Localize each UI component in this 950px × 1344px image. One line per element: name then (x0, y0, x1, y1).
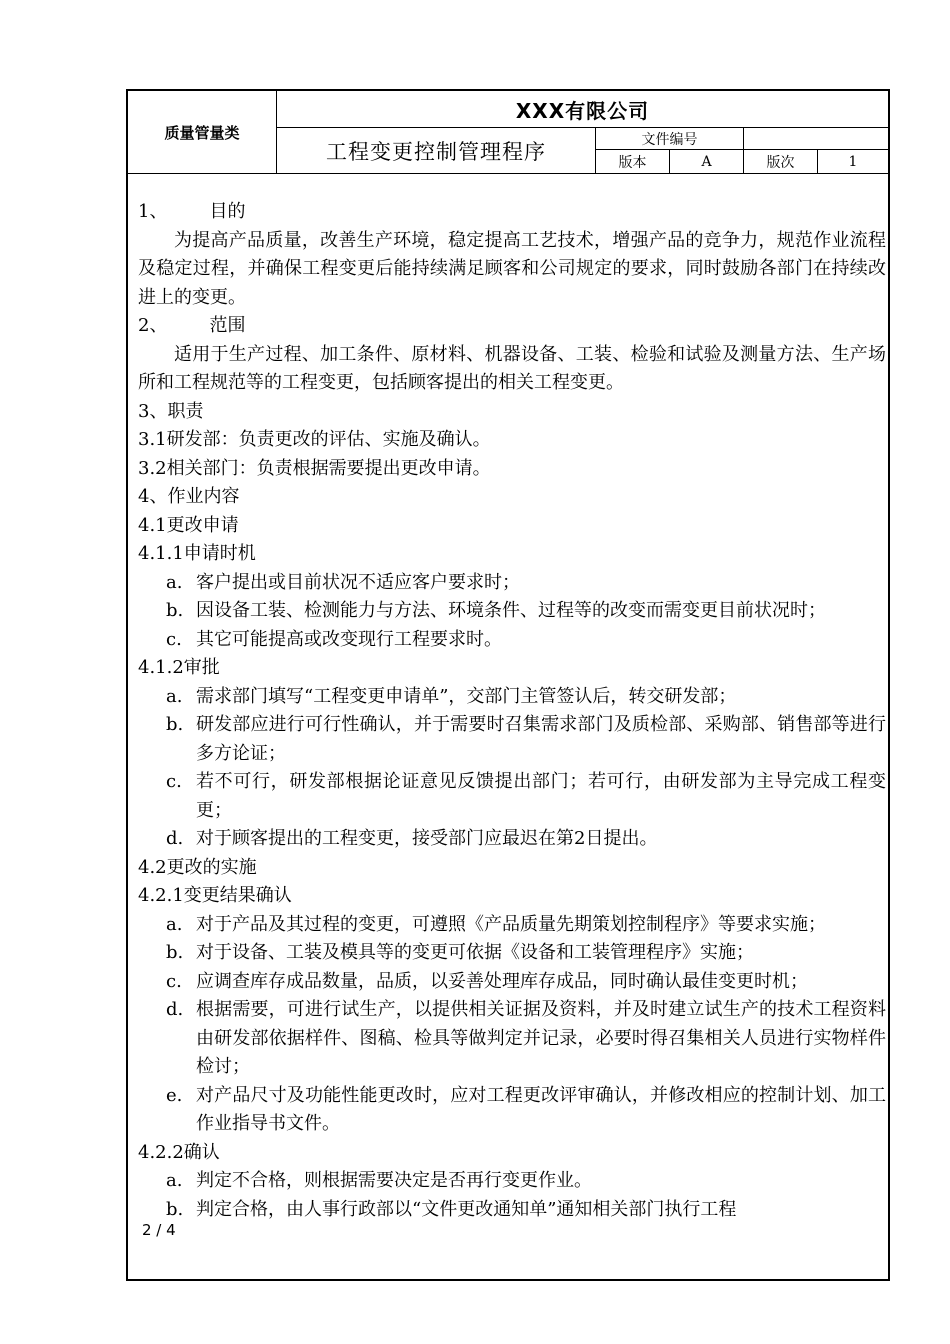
item-label: b. (166, 942, 184, 963)
item-label: c. (166, 628, 182, 650)
item-text: 若不可行，研发部根据论证意见反馈提出部门；若可行，由研发部为主导完成工程变更； (196, 771, 886, 821)
item-text: 对于顾客提出的工程变更，接受部门应最迟在第2日提出。 (196, 828, 658, 849)
item-label: b. (166, 714, 184, 735)
item-label: a. (166, 571, 183, 593)
list-item (138, 597, 886, 626)
item-text: 因设备工装、检测能力与方法、环境条件、过程等的改变而需变更目前状况时； (196, 600, 826, 621)
item-label: a. (166, 685, 183, 707)
item-text: 判定不合格，则根据需要决定是否再行变更作业。 (196, 1170, 592, 1191)
section-title: 目的 (209, 201, 246, 222)
item-text: 应调查库存成品数量，品质，以妥善处理库存成品，同时确认最佳变更时机； (196, 970, 808, 992)
list-item (138, 626, 886, 655)
company-name: XXX有限公司 (277, 91, 888, 128)
section-3-2: 3.2相关部门：负责根据需要提出更改申请。 (138, 457, 491, 479)
item-label: b. (166, 600, 184, 621)
list-item (138, 683, 886, 712)
list-item (138, 569, 886, 598)
list-item (138, 1167, 886, 1196)
section-3-heading: 3、职责 (138, 400, 204, 422)
item-text: 研发部应进行可行性确认，并于需要时召集需求部门及质检部、采购部、销售部等进行多方论证； (196, 714, 886, 764)
document-header (128, 91, 888, 174)
section-number: 1、 (138, 201, 168, 222)
item-text: 客户提出或目前状况不适应客户要求时； (196, 571, 520, 593)
section-4-2-1: 4.2.1变更结果确认 (138, 885, 292, 906)
item-text: 需求部门填写“工程变更申请单”，交部门主管签认后，转交研发部； (196, 685, 737, 707)
list-item (138, 1082, 886, 1139)
doc-number-value (744, 128, 888, 150)
list-item (138, 768, 886, 825)
section-number: 2、 (138, 315, 168, 336)
section-4-2: 4.2更改的实施 (138, 856, 257, 878)
list-item (138, 711, 886, 768)
section-3-1: 3.1研发部：负责更改的评估、实施及确认。 (138, 429, 491, 450)
section-2-heading (138, 312, 886, 341)
version-label: 版本 (596, 150, 670, 173)
section-4-heading: 4、作业内容 (138, 486, 240, 507)
item-label: e. (166, 1084, 183, 1106)
list-item (138, 996, 886, 1082)
list-item (138, 968, 886, 997)
item-label: c. (166, 771, 182, 792)
section-1-text: 为提高产品质量，改善生产环境，稳定提高工艺技术，增强产品的竞争力，规范作业流程及稳定过程，并确保工程变更后能持续满足顾客和公司规定的要求，同时鼓励各部门在持续改进上的变更。 (138, 229, 886, 308)
section-4-2-2: 4.2.2确认 (138, 1141, 220, 1163)
item-label: d. (166, 828, 184, 849)
list-item (138, 825, 886, 854)
section-1-heading (138, 198, 886, 227)
document-title: 工程变更控制管理程序 (277, 128, 596, 173)
item-text: 对于设备、工装及模具等的变更可依据《设备和工装管理程序》实施； (196, 942, 754, 963)
page-number: 2 / 4 (142, 1221, 176, 1239)
version-value: A (670, 150, 744, 173)
document-body (138, 198, 886, 1224)
section-title: 范围 (209, 315, 246, 336)
section-4-1-2: 4.1.2审批 (138, 657, 220, 678)
section-4-1-1: 4.1.1申请时机 (138, 543, 256, 564)
list-item (138, 1196, 886, 1225)
item-text: 判定合格，由人事行政部以“文件更改通知单”通知相关部门执行工程 (196, 1198, 737, 1220)
document-frame (126, 89, 890, 1281)
revision-label: 版次 (744, 150, 818, 173)
revision-value: 1 (848, 153, 858, 170)
section-2-text: 适用于生产过程、加工条件、原材料、机器设备、工装、检验和试验及测量方法、生产场所和工程规范等的工程变更，包括顾客提出的相关工程变更。 (138, 343, 886, 393)
item-label: a. (166, 913, 183, 935)
item-text: 其它可能提高或改变现行工程要求时。 (196, 628, 502, 650)
section-4-1: 4.1更改申请 (138, 514, 239, 536)
item-label: d. (166, 999, 184, 1020)
doc-number-label: 文件编号 (596, 128, 744, 150)
category-label: 质量管量类 (128, 91, 277, 173)
item-text: 对产品尺寸及功能性能更改时，应对工程更改评审确认，并修改相应的控制计划、加工作业指导书文件。 (196, 1084, 886, 1134)
item-label: a. (166, 1170, 183, 1191)
item-label: c. (166, 970, 182, 992)
list-item (138, 939, 886, 968)
list-item (138, 911, 886, 940)
item-label: b. (166, 1198, 184, 1220)
item-text: 根据需要，可进行试生产，以提供相关证据及资料，并及时建立试生产的技术工程资料由研发部依据样件、图稿、检具等做判定并记录，必要时得召集相关人员进行实物样件检讨； (196, 999, 886, 1077)
item-text: 对于产品及其过程的变更，可遵照《产品质量先期策划控制程序》等要求实施； (196, 913, 826, 935)
